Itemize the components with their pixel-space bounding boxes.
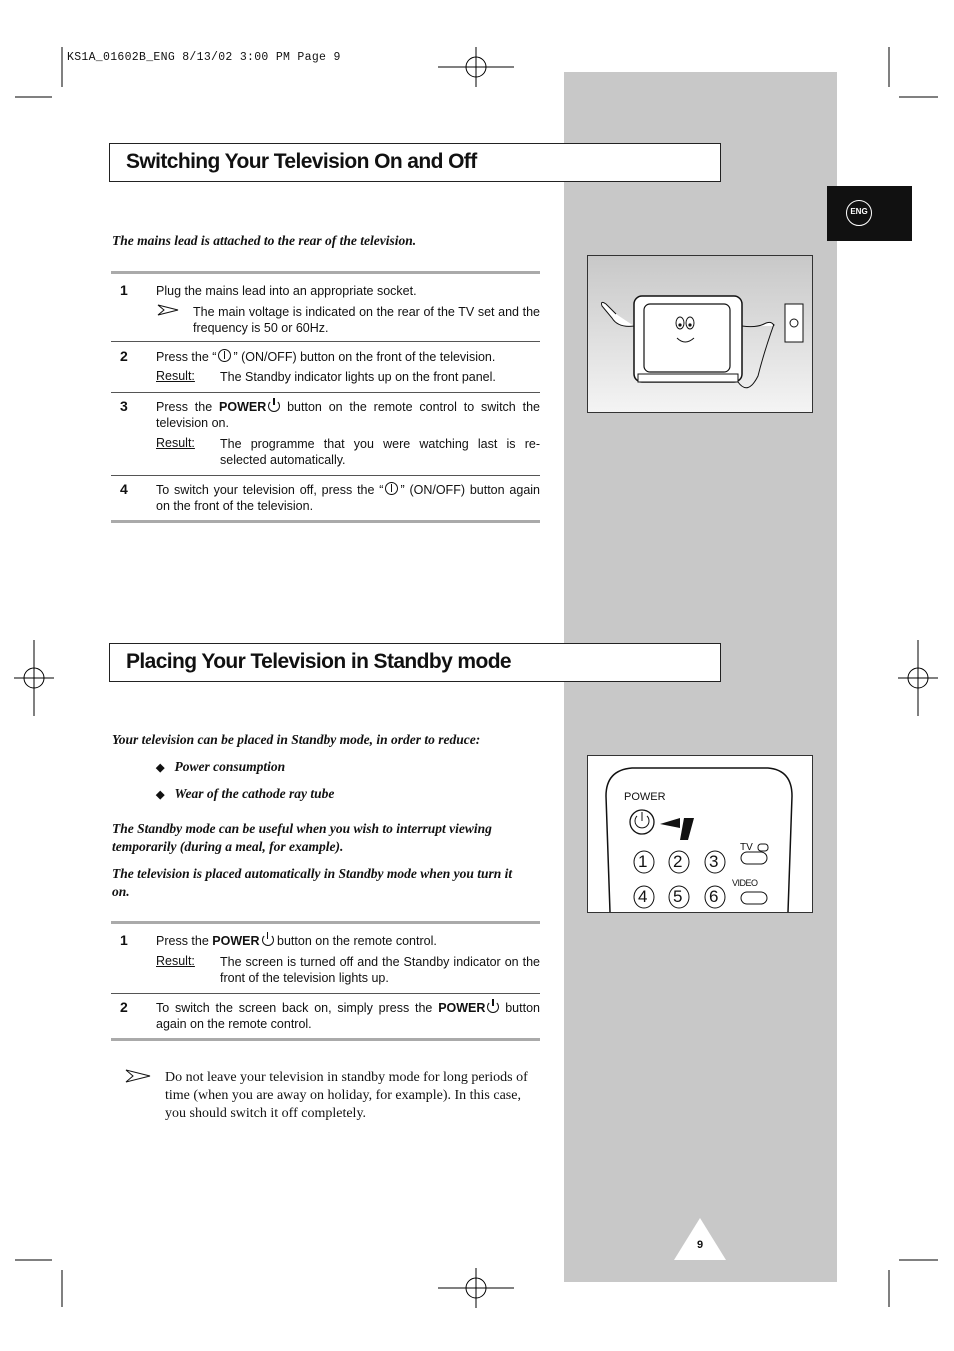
note-arrow-icon — [157, 304, 179, 316]
section2-title: Placing Your Television in Standby mode — [126, 650, 512, 673]
section2-para2: The television is placed automatically in Standby mode when you turn it on. — [112, 866, 513, 899]
remote-illustration — [587, 755, 813, 913]
step-number: 1 — [120, 932, 128, 948]
step-number: 1 — [120, 282, 128, 298]
rule — [111, 1038, 540, 1041]
result-label: Result: — [156, 436, 195, 450]
power-icon — [268, 400, 280, 412]
step-text: Press the “ ” (ON/OFF) button on the front of the television. — [156, 350, 496, 364]
step-text: To switch the screen back on, simply press the POWER button again on the remote control. — [156, 1001, 540, 1031]
step-number: 2 — [120, 999, 128, 1015]
step-number: 4 — [120, 481, 128, 497]
on-off-icon — [218, 349, 231, 362]
rule — [111, 520, 540, 523]
bullet-item: ◆ Wear of the cathode ray tube — [156, 786, 335, 801]
remote-power-label: POWER — [624, 791, 666, 803]
step-text: Press the POWER button on the remote control. — [156, 934, 437, 948]
result-label: Result: — [156, 369, 195, 383]
result-text: The screen is turned off and the Standby indicator on the front of the television lights up. — [220, 955, 540, 985]
remote-key-2: 2 — [673, 852, 683, 871]
print-header: KS1A_01602B_ENG 8/13/02 3:00 PM Page 9 — [67, 51, 341, 64]
section2-para1: The Standby mode can be useful when you wish to interrupt viewing temporarily (during a meal, for example). — [112, 821, 492, 854]
step-number: 2 — [120, 348, 128, 364]
remote-tv-label: TV — [740, 842, 753, 853]
page-number: 9 — [696, 1239, 704, 1251]
tv-illustration — [587, 255, 813, 413]
note-arrow-icon — [125, 1069, 151, 1083]
standby-note: Do not leave your television in standby mode for long periods of time (when you are away on holiday, for example). In this case, you should switch it off completely. — [165, 1070, 528, 1121]
language-tab — [827, 186, 912, 241]
tv-cartoon-image — [588, 256, 812, 412]
bullet-item: ◆ Power consumption — [156, 759, 286, 774]
step-text: Plug the mains lead into an appropriate socket. — [156, 284, 417, 298]
step-note: The main voltage is indicated on the rear of the TV set and the frequency is 50 or 60Hz. — [193, 305, 540, 335]
remote-control-image — [588, 756, 812, 912]
section1-intro: The mains lead is attached to the rear of the television. — [112, 233, 417, 248]
language-tab-label: ENG — [850, 207, 868, 216]
section1-title: Switching Your Television On and Off — [126, 150, 477, 173]
remote-key-6: 6 — [709, 887, 719, 906]
step-text: To switch your television off, press the “ ” (ON/OFF) button again on the front of the television. — [156, 483, 540, 513]
section2-intro: Your television can be placed in Standby mode, in order to reduce: — [112, 732, 481, 747]
power-icon — [487, 1001, 499, 1013]
remote-key-4: 4 — [638, 887, 648, 906]
remote-video-label: VIDEO — [732, 878, 758, 888]
section2-title-box — [109, 643, 721, 682]
result-text: The Standby indicator lights up on the front panel. — [220, 370, 496, 384]
step-text: Press the POWER button on the remote control to switch the television on. — [156, 400, 540, 430]
section1-title-box — [109, 143, 721, 182]
result-text: The programme that you were watching last is re-selected automatically. — [220, 437, 540, 467]
result-label: Result: — [156, 954, 195, 968]
remote-key-3: 3 — [709, 852, 719, 871]
rule — [111, 921, 540, 924]
rule — [111, 271, 540, 274]
rule — [111, 993, 540, 994]
rule — [111, 475, 540, 476]
on-off-icon — [385, 482, 398, 495]
power-icon — [262, 934, 274, 946]
remote-key-1: 1 — [638, 852, 648, 871]
step-number: 3 — [120, 398, 128, 414]
remote-key-5: 5 — [673, 887, 683, 906]
rule — [111, 341, 540, 342]
rule — [111, 392, 540, 393]
